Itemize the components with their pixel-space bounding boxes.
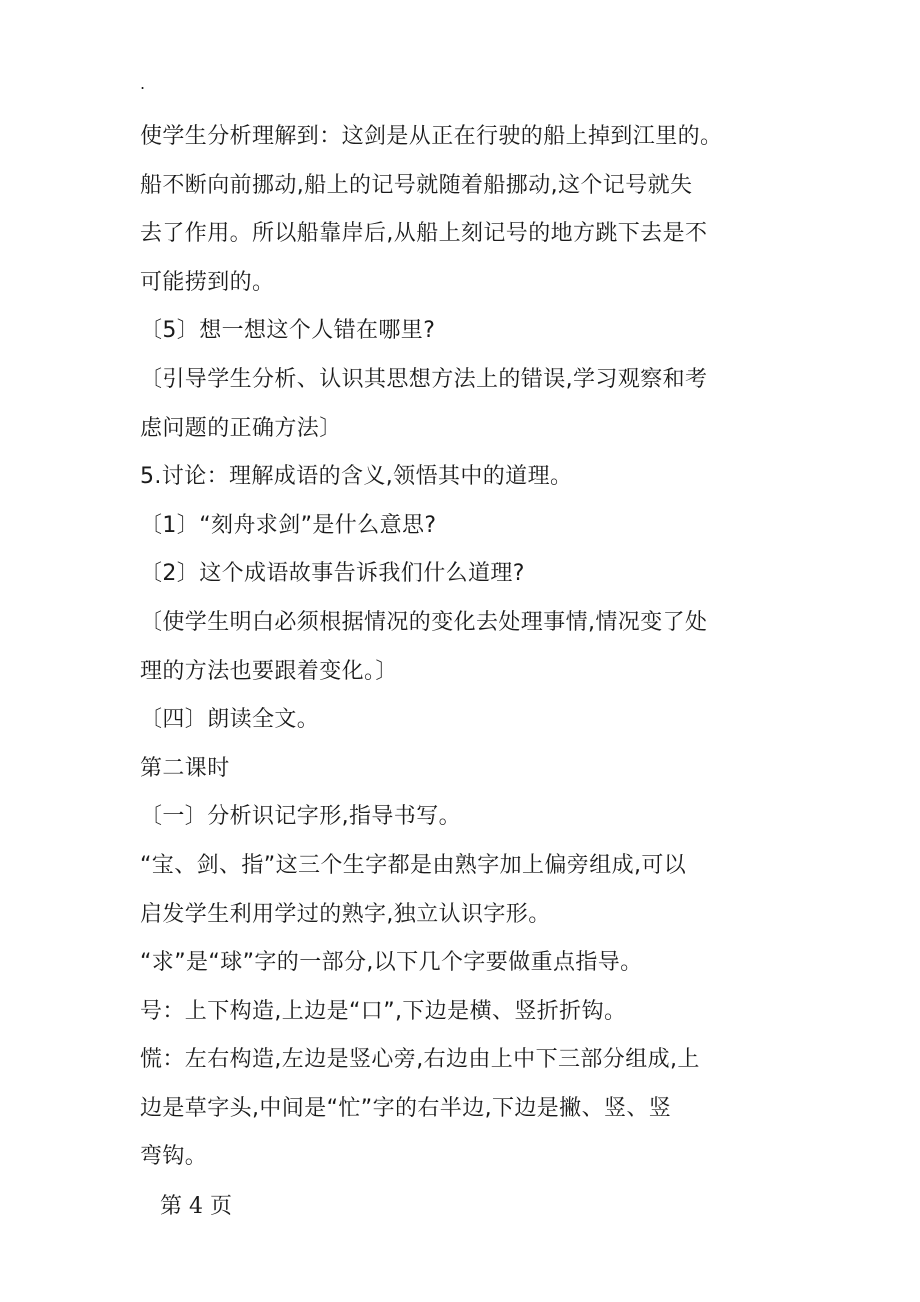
section-heading: 5.讨论：理解成语的含义,领悟其中的道理。 [140,464,573,490]
text-line: 〔5〕想一想这个人错在哪里? [140,318,436,344]
text-line: “宝、剑、指”这三个生字都是由熟字加上偏旁组成,可以 [140,852,687,878]
lesson-heading: 第二课时 [140,755,230,781]
header-mark: . [140,74,146,93]
text-line: 慌：左右构造,左边是竖心旁,右边由上中下三部分组成,上 [140,1047,700,1073]
text-line: 〔四〕朗读全文。 [140,707,320,733]
text-line: 船不断向前挪动,船上的记号就随着船挪动,这个记号就失 [140,172,693,198]
text-line: 边是草字头,中间是“忙”字的右半边,下边是撇、竖、竖 [140,1095,672,1121]
text-line: 可能捞到的。 [140,269,275,295]
text-line: 〔1〕“刻舟求剑”是什么意思? [140,512,437,538]
text-line: 〔使学生明白必须根据情况的变化去处理事情,情况变了处 [140,609,708,635]
text-line: 〔2〕这个成语故事告诉我们什么道理? [140,561,525,587]
page-number: 第 4 页 [160,1194,232,1219]
text-line: 弯钩。 [140,1144,208,1170]
body-text [140,113,800,1182]
text-line: 使学生分析理解到：这剑是从正在行驶的船上掉到江里的。 [140,124,723,149]
text-line: 〔引导学生分析、认识其思想方法上的错误,学习观察和考 [140,366,708,392]
text-line: 虑问题的正确方法〕 [140,415,342,441]
text-line: “求”是“球”字的一部分,以下几个字要做重点指导。 [140,950,643,976]
text-line: 启发学生利用学过的熟字,独立认识字形。 [140,901,551,927]
text-line: 号：上下构造,上边是“口”,下边是横、竖折折钩。 [140,998,627,1024]
text-line: 去了作用。所以船靠岸后,从船上刻记号的地方跳下去是不 [140,221,708,247]
text-line: 〔一〕分析识记字形,指导书写。 [140,804,461,830]
text-line: 理的方法也要跟着变化。〕 [140,658,398,684]
